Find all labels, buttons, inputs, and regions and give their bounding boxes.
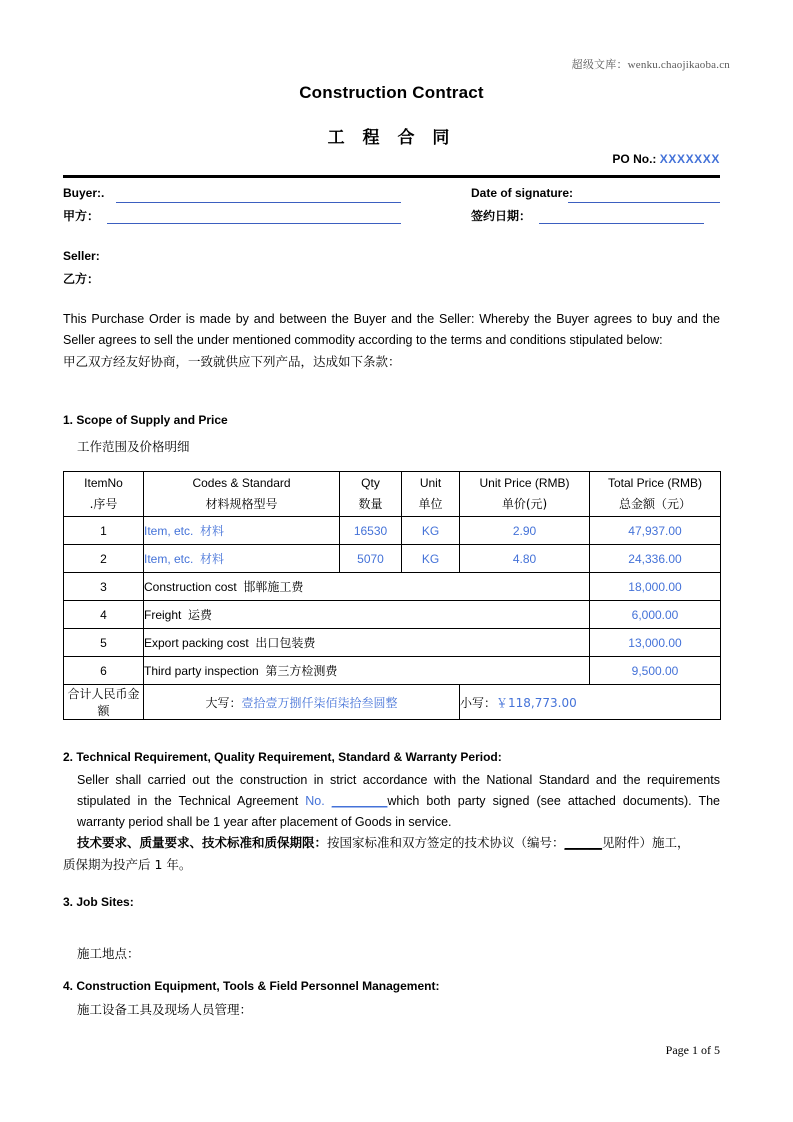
seller-chinese-input[interactable] bbox=[107, 223, 401, 224]
page-title-chinese: 工 程 合 同 bbox=[327, 128, 456, 148]
cell-description-en: Export packing cost bbox=[144, 636, 249, 650]
header-cn: 总金额（元） bbox=[618, 497, 691, 511]
total-num-value: ￥118,773.00 bbox=[496, 695, 577, 710]
table-total-row bbox=[64, 685, 721, 720]
cell-description-en: Item, etc. bbox=[144, 552, 194, 566]
cell-description-en: Third party inspection bbox=[144, 664, 259, 678]
cell-item-no: 4 bbox=[64, 601, 144, 629]
cell-unit: KG bbox=[402, 545, 460, 573]
cell-total-price: 6,000.00 bbox=[590, 601, 721, 629]
cell-description-cn: 材料 bbox=[200, 524, 225, 538]
table-header-codes-standard bbox=[144, 472, 340, 517]
section-1-heading: 1. Scope of Supply and Price bbox=[63, 413, 228, 427]
cell-description bbox=[144, 545, 340, 573]
cell-qty: 5070 bbox=[340, 545, 402, 573]
intro-text-english: This Purchase Order is made by and between the Buyer and the Seller: Whereby the Buyer agrees to buy and the Seller agrees to sell the under mentioned commodity according to the terms and conditions stipulated below: bbox=[63, 312, 720, 347]
cell-description-en: Freight bbox=[144, 608, 182, 622]
cell-item-no: 5 bbox=[64, 629, 144, 657]
cell-unit: KG bbox=[402, 517, 460, 545]
po-number-value: XXXXXXX bbox=[659, 152, 720, 166]
header-cn: 材料规格型号 bbox=[205, 497, 278, 511]
seller-english-input[interactable] bbox=[116, 202, 401, 203]
section-2-no-label: No. bbox=[305, 794, 325, 808]
cell-total-price: 9,500.00 bbox=[590, 657, 721, 685]
header-en: ItemNo bbox=[84, 476, 123, 490]
table-row bbox=[64, 573, 721, 601]
cell-total-price: 47,937.00 bbox=[590, 517, 721, 545]
cell-total-price: 24,336.00 bbox=[590, 545, 721, 573]
section-1-subheading: 工作范围及价格明细 bbox=[77, 439, 190, 454]
header-cn: .序号 bbox=[89, 497, 118, 511]
table-row bbox=[64, 517, 721, 545]
cell-unit-price: 4.80 bbox=[460, 545, 590, 573]
price-table-wrapper bbox=[63, 471, 720, 720]
section-2-chinese-line1 bbox=[63, 832, 720, 854]
section-3-subheading: 施工地点： bbox=[77, 946, 140, 961]
page-footer: Page 1 of 5 bbox=[665, 1043, 720, 1057]
buyer-label-chinese: 甲方： bbox=[63, 209, 100, 223]
cell-qty: 16530 bbox=[340, 517, 402, 545]
date-of-signature-label-chinese: 签约日期： bbox=[471, 209, 532, 223]
cell-item-no: 2 bbox=[64, 545, 144, 573]
header-en: Unit Price (RMB) bbox=[479, 476, 570, 490]
cell-unit-price: 2.90 bbox=[460, 517, 590, 545]
table-header-qty bbox=[340, 472, 402, 517]
section-2-agreement-no-input[interactable]: ________ bbox=[331, 794, 388, 808]
intro-text-chinese: 甲乙双方经友好协商，一致就供应下列产品，达成如下条款： bbox=[63, 354, 401, 369]
table-header-unit-price bbox=[460, 472, 590, 517]
date-chinese-input[interactable] bbox=[539, 223, 704, 224]
header-en: Total Price (RMB) bbox=[607, 476, 702, 490]
cell-item-no: 6 bbox=[64, 657, 144, 685]
cell-description-cn: 第三方检测费 bbox=[265, 664, 338, 678]
date-english-input[interactable] bbox=[568, 202, 720, 203]
section-2-paragraph bbox=[77, 770, 720, 833]
page-title-english: Construction Contract bbox=[299, 83, 484, 102]
cell-description bbox=[144, 657, 590, 685]
section-2-body bbox=[77, 770, 720, 833]
total-row-words bbox=[144, 685, 460, 720]
section-2-chinese-part1: 按国家标准和双方签定的技术协议（编号： bbox=[327, 835, 565, 850]
table-header-row bbox=[64, 472, 721, 517]
section-2-chinese-bold: 技术要求、质量要求、技术标准和质保期限： bbox=[77, 835, 328, 850]
total-row-label: 合计人民币金额 bbox=[64, 685, 144, 720]
date-of-signature-label-english: Date of signature: bbox=[471, 186, 574, 200]
table-row bbox=[64, 545, 721, 573]
cell-description bbox=[144, 573, 590, 601]
cell-total-price: 18,000.00 bbox=[590, 573, 721, 601]
table-row bbox=[64, 601, 721, 629]
header-cn: 数量 bbox=[358, 497, 383, 511]
cell-description bbox=[144, 601, 590, 629]
table-header-item-no bbox=[64, 472, 144, 517]
cell-description bbox=[144, 517, 340, 545]
header-cn: 单位 bbox=[418, 497, 443, 511]
cell-description-en: Item, etc. bbox=[144, 524, 194, 538]
total-words-value: 壹拾壹万捌仟柒佰柒拾叁圆整 bbox=[241, 695, 398, 710]
section-2-chinese-part2: 见附件）施工， bbox=[602, 835, 690, 850]
party-block bbox=[63, 184, 720, 290]
table-row bbox=[64, 629, 721, 657]
intro-paragraph bbox=[63, 309, 720, 372]
cell-description-cn: 材料 bbox=[200, 552, 225, 566]
section-3-heading: 3. Job Sites: bbox=[63, 895, 134, 909]
header-en: Unit bbox=[419, 476, 442, 490]
po-number-line bbox=[63, 152, 720, 166]
section-2-chinese bbox=[63, 832, 720, 876]
header-en: Codes & Standard bbox=[192, 476, 291, 490]
cell-item-no: 3 bbox=[64, 573, 144, 601]
header-en: Qty bbox=[361, 476, 380, 490]
header-divider bbox=[63, 175, 720, 178]
section-2-text-part1: Seller shall carried out the construction in strict accordance with the National Standard and the requirements stipulated in the Technical Agreement bbox=[77, 773, 720, 808]
cell-description bbox=[144, 629, 590, 657]
price-table bbox=[63, 471, 721, 720]
cell-total-price: 13,000.00 bbox=[590, 629, 721, 657]
po-number-label: PO No.: bbox=[612, 152, 657, 166]
total-num-label: 小写： bbox=[460, 695, 497, 710]
table-row bbox=[64, 657, 721, 685]
section-2-heading: 2. Technical Requirement, Quality Requirement, Standard & Warranty Period: bbox=[63, 750, 502, 764]
section-4-subheading: 施工设备工具及现场人员管理： bbox=[77, 1002, 253, 1017]
cell-item-no: 1 bbox=[64, 517, 144, 545]
cell-description-cn: 运费 bbox=[188, 608, 213, 622]
total-row-number bbox=[460, 685, 721, 720]
buyer-label-english: Buyer:. bbox=[63, 186, 105, 200]
section-2-text-part2: which both party signed (see attached documents). The warranty period shall be 1 year after placement of Goods in service. bbox=[77, 794, 720, 829]
cell-description-cn: 出口包装费 bbox=[255, 636, 316, 650]
header-cn: 单价(元) bbox=[501, 497, 548, 511]
total-words-label: 大写： bbox=[205, 695, 242, 710]
seller-label-chinese: 乙方： bbox=[63, 272, 100, 286]
section-4-heading: 4. Construction Equipment, Tools & Field Personnel Management: bbox=[63, 979, 440, 993]
table-header-unit bbox=[402, 472, 460, 517]
cell-description-cn: 邯郸施工费 bbox=[243, 580, 304, 594]
seller-label-english: Seller: bbox=[63, 249, 100, 263]
section-2-chinese-line2: 质保期为投产后 1 年。 bbox=[63, 857, 192, 872]
section-2-chinese-blank-input[interactable]: ______ bbox=[564, 835, 603, 850]
cell-description-en: Construction cost bbox=[144, 580, 237, 594]
price-table-body bbox=[64, 517, 721, 685]
table-header-total-price bbox=[590, 472, 721, 517]
watermark-text: 超级文库：wenku.chaojikaoba.cn bbox=[571, 59, 730, 71]
